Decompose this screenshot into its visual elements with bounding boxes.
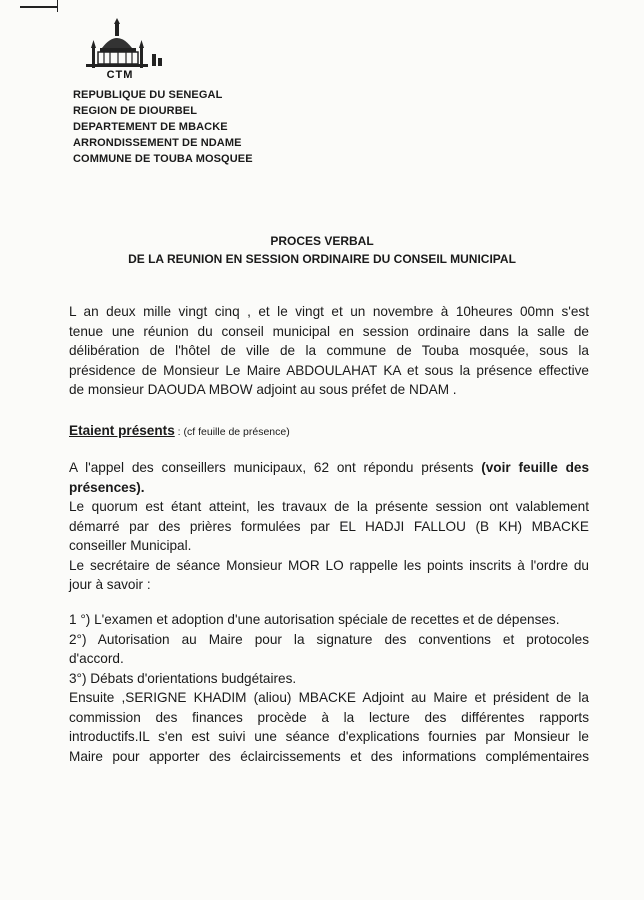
text-line: de monsieur DAOUDA MBOW adjoint au sous préfet de NDAM . [69,382,457,397]
header-line: ARRONDISSEMENT DE NDAME [73,137,242,149]
attendance-note: : (cf feuille de présence) [174,426,290,438]
text-line: Maire pour apporter des éclaircissements et des informations complémentaires [69,748,589,764]
text-line: présidence de Monsieur Le Maire ABDOULAHAT KA et sous la présence effective [69,362,589,378]
text-line: commission des finances procède à la lecture des différentes rapports [69,709,589,725]
header-line: REGION DE DIOURBEL [73,105,198,117]
agenda-item: 2°) Autorisation au Maire pour la signature des conventions et protocoles [69,631,589,647]
intro-paragraph [69,302,589,400]
attendance-line [69,423,290,438]
scan-tick [57,0,58,12]
text-line: présences). [69,479,145,495]
attendance-label: Etaient présents [69,423,175,438]
agenda-item: 1 °) L'examen et adoption d'une autorisation spéciale de recettes et de dépenses. [69,612,560,627]
text-line: Ensuite ,SERIGNE KHADIM (aliou) MBACKE Adjoint au Maire et président de la [69,690,589,705]
attendance-sheet-ref: (voir feuille des [481,460,590,475]
document-title: PROCES VERBAL [270,234,374,248]
administrative-header [73,87,253,167]
text-segment: A l'appel des conseillers municipaux, 62 ont répondu présents [69,460,482,475]
header-line: DEPARTEMENT DE MBACKE [73,121,228,133]
header-line: REPUBLIQUE DU SENEGAL [73,89,223,101]
header-line: COMMUNE DE TOUBA MOSQUEE [73,153,253,165]
text-line: démarré par des prières formulées par EL HADJI FALLOU (B KH) MBACKE [69,518,589,534]
text-line: Le quorum est étant atteint, les travaux de la présente session ont valablement [69,499,589,514]
text-line: délibération de l'hôtel de ville de la commune de Touba mosquée, sous la [69,343,589,358]
text-line [69,458,589,478]
agenda-section [69,610,589,766]
text-line: Le secrétaire de séance Monsieur MOR LO rappelle les points inscrits à l'ordre du [69,557,589,573]
text-line: tenue une réunion du conseil municipal en session ordinaire dans la salle de [69,323,589,339]
agenda-item-continuation: d'accord. [69,651,124,666]
text-line: introductifs.IL s'en est suivi une séance d'explications fournies par Monsieur le [69,729,589,744]
text-line: conseiller Municipal. [69,538,192,553]
agenda-item: 3°) Débats d'orientations budgétaires. [69,670,297,686]
text-line: jour à savoir : [69,577,151,592]
text-line: L an deux mille vingt cinq , et le vingt et un novembre à 10heures 00mn s'est [69,304,589,319]
ctm-logo [82,18,168,80]
proceedings-paragraph [69,458,589,595]
document-subtitle: DE LA REUNION EN SESSION ORDINAIRE DU CONSEIL MUNICIPAL [128,252,516,266]
ctm-logo-text: CTM [106,69,134,80]
scan-mark [20,6,58,8]
